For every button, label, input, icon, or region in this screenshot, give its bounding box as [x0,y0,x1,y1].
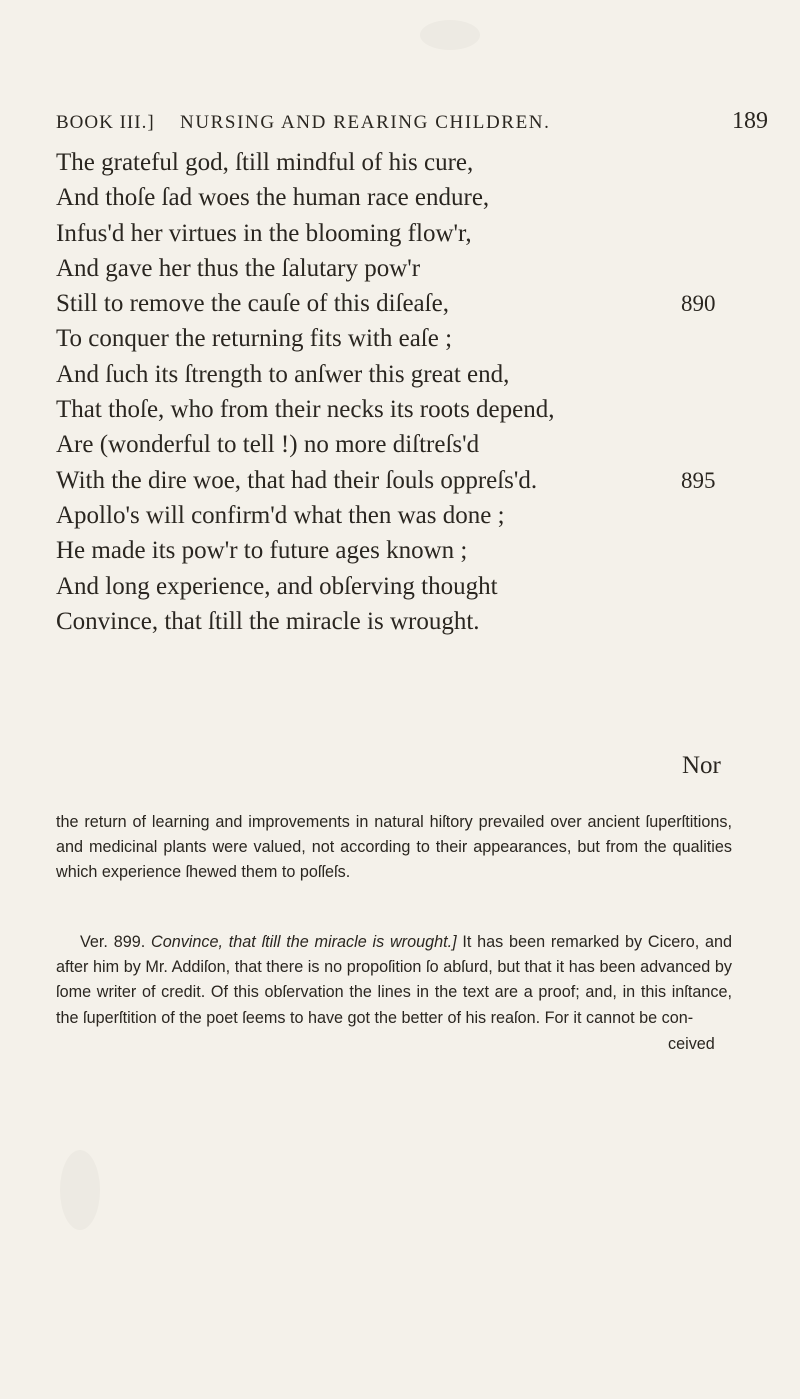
line-number: 890 [681,291,716,317]
line-number: 895 [681,467,716,493]
verse-text: And long experience, and obſerving thought [56,572,498,600]
footnote-continuation: the return of learning and improvements in natural hiſtory prevailed over ancient ſuperſtitions, and medicinal plants were valued, not according to their appearances, but from the qualities which experience ſhewed them to poſſeſs. [56,813,732,882]
verse-text: Infus'd her virtues in the blooming flow'r, [56,219,472,247]
verse-line [56,216,736,251]
verse-text: And gave her thus the ſalutary pow'r [56,254,421,282]
verse-line [56,286,736,321]
verse-line [56,427,736,462]
paper-stain [60,1150,100,1230]
verse-line [56,463,736,498]
verse-text: And ſuch its ſtrength to anſwer this great end, [56,360,510,388]
verse-text: Are (wonderful to tell !) no more diſtreſs'd [56,431,480,459]
paper-stain [420,20,480,50]
verse-text: The grateful god, ſtill mindful of his cure, [56,149,474,176]
footnote-reference: Ver. 899. [80,933,146,951]
verse-block [56,145,736,639]
verse-line [56,569,736,604]
verse-text: Convince, that ſtill the miracle is wrought. [56,607,480,635]
verse-line [56,357,736,392]
page-number: 189 [732,108,768,134]
footnote-catchword: ceived [668,1035,715,1053]
footnote-lemma: Convince, that ſtill the miracle is wrought.] [151,933,457,951]
book-label: BOOK III.] [56,112,155,133]
verse-text: With the dire woe, that had their ſouls oppreſs'd. [56,466,538,494]
verse-line [56,145,736,180]
chapter-title: NURSING AND REARING CHILDREN. [180,112,551,133]
verse-text: Still to remove the cauſe of this diſeaſe, [56,290,449,318]
catchword: Nor [682,752,721,779]
running-head [56,108,768,148]
verse-text: Apollo's will confirm'd what then was done ; [56,501,505,529]
footnote [56,930,732,1031]
verse-line [56,180,736,215]
verse-line [56,392,736,427]
verse-text: He made its pow'r to future ages known ; [56,537,468,565]
verse-line [56,251,736,286]
verse-text: That thoſe, who from their necks its roots depend, [56,396,555,424]
verse-text: And thoſe ſad woes the human race endure, [56,184,490,212]
footnote-body: It has been remarked by Cicero, and after him by Mr. Addiſon, that there is no propoſition ſo abſurd, but that it has been advanced by ſome writer of credit. Of this obſervation the lines in the text are a proof; and, in this inſtance, the ſuperſtition of the poet ſeems to have got the better of his reaſon. For it cannot be con- [56,933,732,1027]
verse-line [56,498,736,533]
verse-line [56,321,736,356]
verse-line [56,604,736,639]
verse-text: To conquer the returning fits with eaſe ; [56,325,453,353]
verse-line [56,533,736,568]
